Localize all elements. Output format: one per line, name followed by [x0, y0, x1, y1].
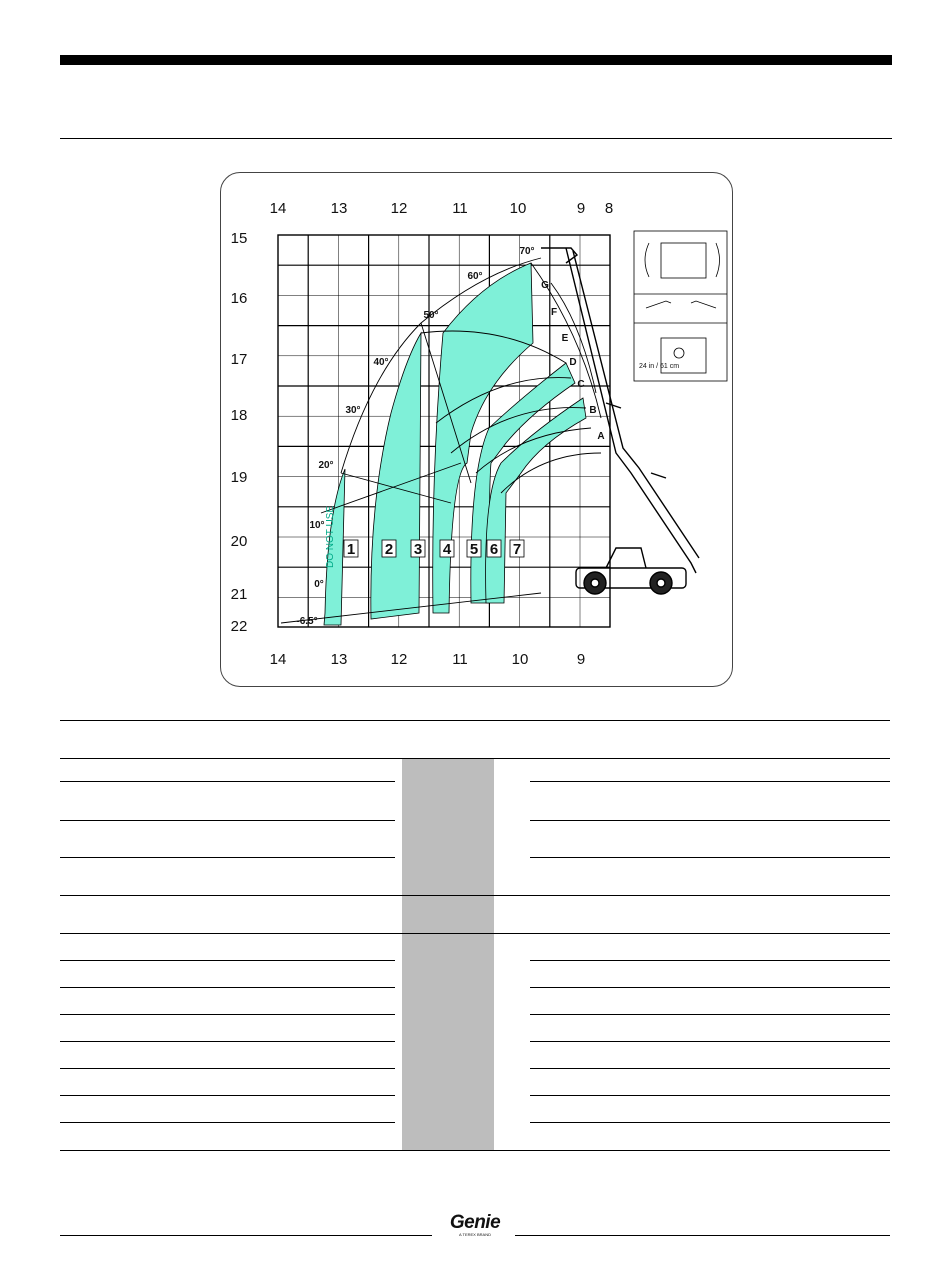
- table-row-rule: [60, 1150, 890, 1151]
- curve-label: G: [541, 280, 549, 291]
- zone-label: 5: [469, 541, 479, 558]
- table-row-rule: [530, 781, 890, 782]
- header-bar: [60, 55, 892, 65]
- curve-label: A: [597, 431, 605, 442]
- table-row-rule: [60, 933, 890, 934]
- left-axis-label: 20: [230, 533, 248, 550]
- logo-brand: Genie: [449, 1212, 501, 1233]
- table-row-rule: [530, 820, 890, 821]
- table-row-rule: [60, 987, 395, 988]
- angle-label: 10°: [309, 520, 325, 531]
- load-zones-fill: [324, 263, 586, 625]
- table-row-rule: [530, 1014, 890, 1015]
- top-axis-label: 10: [509, 200, 527, 217]
- table-row-rule: [60, 1095, 395, 1096]
- angle-label: 70°: [519, 246, 535, 257]
- table-row-rule: [530, 1068, 890, 1069]
- angle-label: 50°: [423, 310, 439, 321]
- bottom-axis-label: 14: [269, 651, 287, 668]
- header-rule: [60, 138, 892, 139]
- attachment-inset: [634, 231, 727, 381]
- top-axis-label: 12: [390, 200, 408, 217]
- table-row-rule: [60, 857, 395, 858]
- curve-label: D: [569, 357, 577, 368]
- angle-label: 60°: [467, 271, 483, 282]
- table-row-rule: [530, 987, 890, 988]
- curve-label: B: [589, 405, 597, 416]
- zone-label: 6: [489, 541, 499, 558]
- top-axis-label: 8: [604, 200, 614, 217]
- zone-label: 4: [442, 541, 452, 558]
- top-axis-label: 9: [576, 200, 586, 217]
- table-row-rule: [60, 820, 395, 821]
- top-axis-label: 11: [452, 200, 468, 217]
- top-axis-label: 14: [269, 200, 287, 217]
- footer-rule-right: [515, 1235, 890, 1236]
- footer-rule-left: [60, 1235, 432, 1236]
- table-row-rule: [530, 1122, 890, 1123]
- bottom-axis-label: 11: [452, 651, 468, 668]
- zone-label: 1: [346, 541, 356, 558]
- side-note: DO NOT USE: [325, 505, 336, 568]
- angle-label: -6.5°: [296, 616, 318, 627]
- table-row-rule: [530, 960, 890, 961]
- top-axis-label: 13: [330, 200, 348, 217]
- table-row-rule: [60, 895, 890, 896]
- inset-dimension: 24 in / 61 cm: [639, 363, 680, 370]
- curve-label: C: [577, 379, 585, 390]
- load-chart-svg: [221, 173, 732, 686]
- zone-label: 3: [413, 541, 423, 558]
- left-axis-label: 19: [230, 469, 248, 486]
- bottom-axis-label: 9: [576, 651, 586, 668]
- bottom-axis-label: 13: [330, 651, 348, 668]
- table-row-rule: [60, 781, 395, 782]
- curve-label: E: [561, 333, 569, 344]
- angle-label: 0°: [314, 579, 324, 590]
- bottom-axis-label: 10: [511, 651, 529, 668]
- angle-label: 20°: [318, 460, 334, 471]
- load-chart: [220, 172, 733, 687]
- bottom-axis-label: 12: [390, 651, 408, 668]
- logo-tagline: A TEREX BRAND: [459, 1232, 491, 1237]
- bottom-axis-labels: [270, 651, 586, 668]
- angle-label: 30°: [345, 405, 361, 416]
- angle-label: 40°: [373, 357, 389, 368]
- left-axis-label: 22: [230, 618, 248, 635]
- table-row-rule: [60, 1014, 395, 1015]
- zone-label: 2: [384, 541, 394, 558]
- left-axis-label: 18: [230, 407, 248, 424]
- genie-logo: [440, 1213, 510, 1239]
- zone-label: 7: [512, 541, 522, 558]
- table-row-rule: [60, 1041, 395, 1042]
- left-axis-labels: [231, 230, 248, 635]
- table-row-rule: [60, 1068, 395, 1069]
- left-axis-label: 15: [230, 230, 248, 247]
- table-row-rule: [60, 960, 395, 961]
- left-axis-label: 17: [230, 351, 248, 368]
- top-axis-labels: [270, 200, 614, 217]
- table-row-rule: [530, 857, 890, 858]
- left-axis-label: 16: [230, 290, 248, 307]
- curve-label: F: [550, 307, 558, 318]
- left-axis-label: 21: [230, 586, 248, 603]
- table-row-rule: [530, 1095, 890, 1096]
- table-row-rule: [60, 1122, 395, 1123]
- table-rule-top: [60, 720, 890, 721]
- table-row-rule: [530, 1041, 890, 1042]
- table-shaded-column: [402, 759, 494, 1151]
